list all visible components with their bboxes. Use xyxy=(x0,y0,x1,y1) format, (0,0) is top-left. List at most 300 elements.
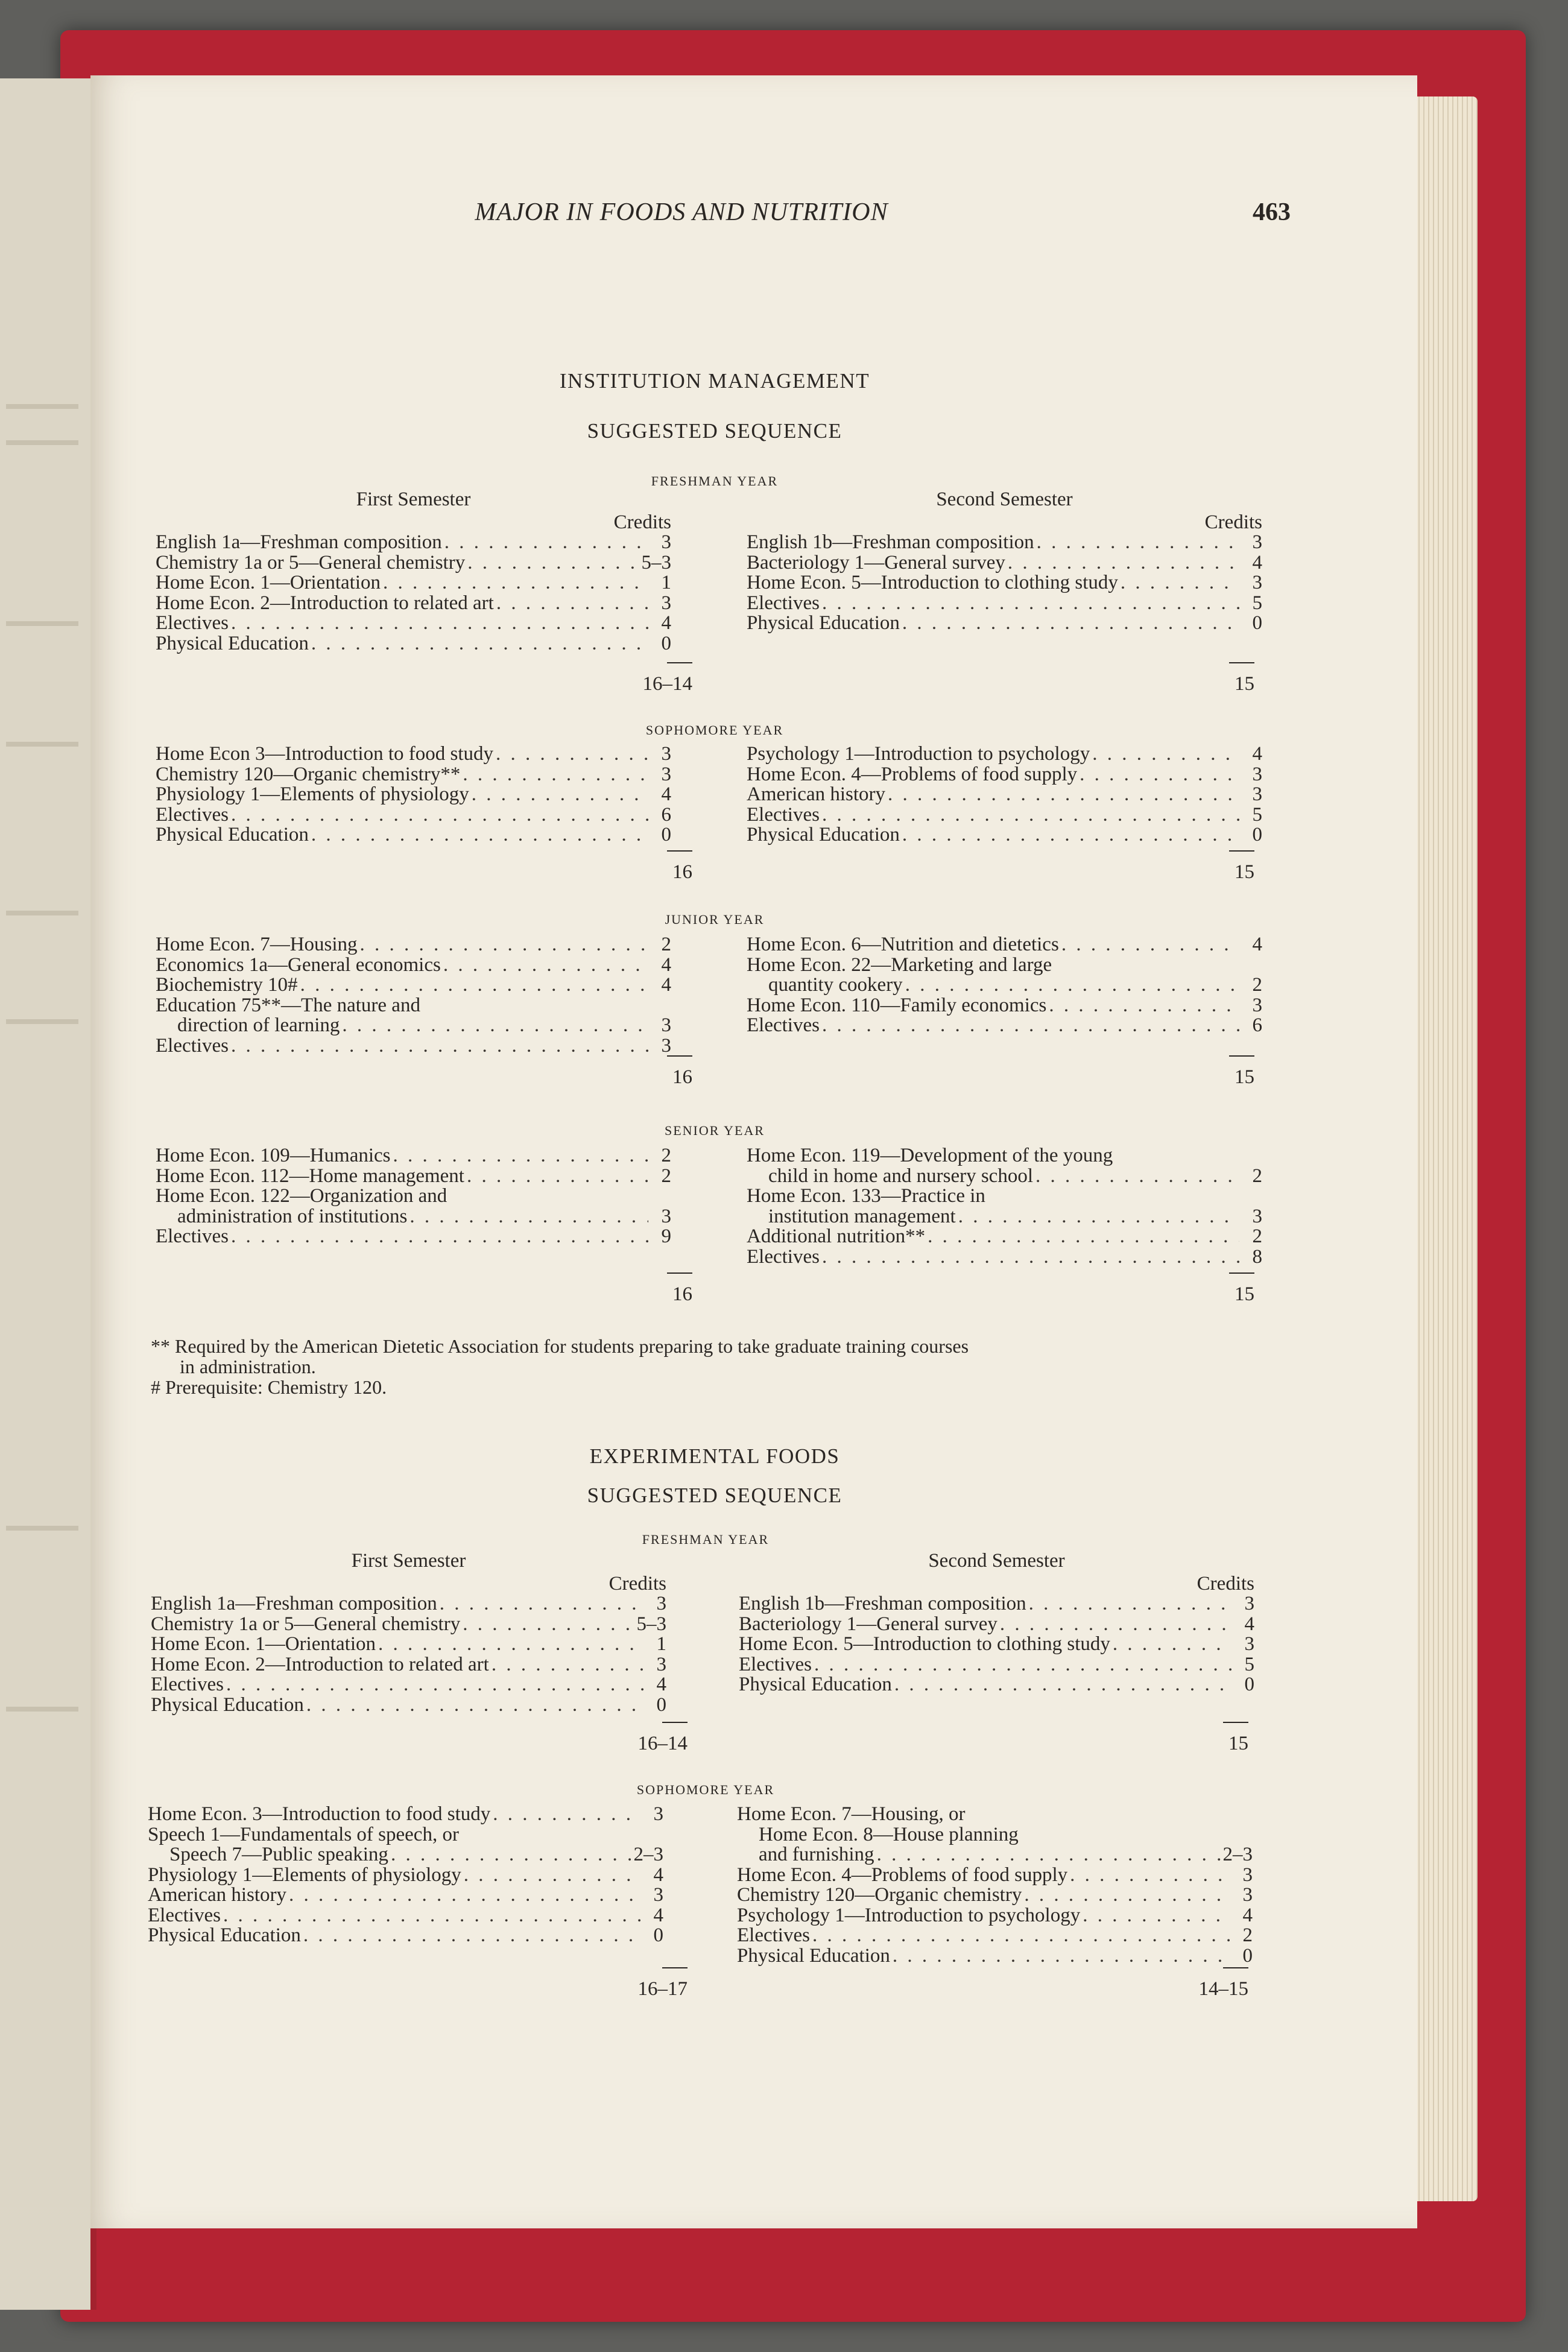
course-row xyxy=(148,1865,663,1886)
course-name: Chemistry 120—Organic chemistry xyxy=(737,1884,1022,1906)
dot-leader xyxy=(467,553,639,574)
dot-leader xyxy=(1080,765,1239,785)
credits-heading: Credits xyxy=(609,1572,666,1595)
dot-leader xyxy=(467,1166,648,1187)
semester-total: 14–15 xyxy=(1146,1967,1248,2000)
facing-page xyxy=(0,78,96,2310)
course-name: Home Econ. 2—Introduction to related art xyxy=(156,592,494,614)
course-row xyxy=(747,805,1262,826)
course-credits: 3 xyxy=(661,1034,671,1057)
dot-leader xyxy=(303,1926,640,1946)
footnote: # Prerequisite: Chemistry 120. xyxy=(151,1376,387,1398)
dot-leader xyxy=(1049,996,1239,1016)
dot-leader xyxy=(391,1845,631,1865)
course-credits: 4 xyxy=(653,1904,663,1926)
course-credits: 0 xyxy=(1252,612,1262,634)
credits-heading: Credits xyxy=(613,511,671,533)
course-credits: 5 xyxy=(1244,1653,1254,1675)
course-credits: 1 xyxy=(656,1633,666,1655)
course-row xyxy=(156,744,671,765)
course-row xyxy=(151,1655,666,1675)
course-row xyxy=(156,1166,671,1187)
running-head: MAJOR IN FOODS AND NUTRITION xyxy=(475,198,888,226)
course-credits: 2 xyxy=(1252,1225,1262,1247)
dot-leader xyxy=(342,1016,648,1036)
course-row xyxy=(148,1926,663,1946)
course-row xyxy=(148,1885,663,1906)
credits-heading: Credits xyxy=(1204,511,1262,533)
semester-total: 16 xyxy=(603,850,692,884)
dot-leader xyxy=(472,785,648,805)
dot-leader xyxy=(223,1906,640,1926)
course-name: Chemistry 1a or 5—General chemistry xyxy=(151,1613,461,1635)
dot-leader xyxy=(231,1036,648,1057)
course-credits: 2 xyxy=(1252,1165,1262,1187)
course-credits: 4 xyxy=(661,974,671,996)
course-row xyxy=(747,553,1262,574)
course-credits: 3 xyxy=(1244,1593,1254,1614)
course-credits: 0 xyxy=(661,824,671,846)
dot-leader xyxy=(409,1207,648,1227)
course-name: Physical Education xyxy=(156,632,309,654)
semester-total: 15 xyxy=(1146,662,1254,695)
course-credits: 9 xyxy=(661,1225,671,1247)
course-credits: 8 xyxy=(1252,1245,1262,1268)
im-freshman-second xyxy=(747,490,1262,634)
course-credits: 4 xyxy=(661,783,671,805)
course-credits: 3 xyxy=(1242,1884,1253,1906)
course-credits: 3 xyxy=(661,1205,671,1227)
course-row xyxy=(156,955,671,976)
course-row xyxy=(151,1614,666,1635)
dot-leader xyxy=(1061,935,1239,955)
course-name: Bacteriology 1—General survey xyxy=(739,1613,997,1635)
course-row xyxy=(739,1675,1254,1695)
dot-leader xyxy=(822,805,1239,826)
dot-leader xyxy=(383,573,648,593)
course-name: English 1a—Freshman composition xyxy=(156,531,442,553)
semester-heading: First Semester xyxy=(351,1550,466,1572)
im-senior-first xyxy=(156,1146,671,1247)
footnote: ** Required by the American Dietetic Association for students preparing to take graduate training courses xyxy=(151,1335,969,1357)
course-row xyxy=(148,1845,663,1865)
dot-leader xyxy=(905,975,1239,996)
course-name: English 1a—Freshman composition xyxy=(151,1593,437,1614)
course-row xyxy=(737,1946,1253,1967)
course-name: Home Econ. 5—Introduction to clothing study xyxy=(747,572,1118,593)
course-row xyxy=(737,1885,1253,1906)
course-row xyxy=(148,1825,663,1845)
course-row xyxy=(156,1016,671,1036)
course-credits: 3 xyxy=(1252,572,1262,593)
course-name: Bacteriology 1—General survey xyxy=(747,551,1005,574)
course-row xyxy=(737,1926,1253,1946)
semester-total: 16–14 xyxy=(517,662,692,695)
course-name: Electives xyxy=(156,803,229,826)
course-name: Education 75**—The nature and xyxy=(156,994,420,1016)
year-label: JUNIOR YEAR xyxy=(665,912,765,927)
course-name: Psychology 1—Introduction to psychology xyxy=(747,743,1090,765)
year-label: FRESHMAN YEAR xyxy=(642,1532,770,1547)
course-row xyxy=(156,634,671,654)
course-name: Home Econ. 110—Family economics xyxy=(747,994,1047,1016)
course-row xyxy=(156,1207,671,1227)
course-row xyxy=(156,1186,671,1207)
course-credits: 4 xyxy=(1252,934,1262,955)
dot-leader xyxy=(444,533,648,553)
year-label: SOPHOMORE YEAR xyxy=(636,1782,775,1797)
course-name: Physiology 1—Elements of physiology xyxy=(148,1864,461,1886)
course-credits: 0 xyxy=(1242,1944,1253,1967)
dot-leader xyxy=(928,1227,1239,1247)
course-row xyxy=(737,1845,1253,1865)
course-row xyxy=(747,955,1262,976)
course-credits: 0 xyxy=(1252,824,1262,846)
dot-leader xyxy=(300,975,648,996)
course-row xyxy=(747,785,1262,805)
dot-leader xyxy=(1037,533,1239,553)
course-credits: 4 xyxy=(653,1864,663,1886)
course-credits: 3 xyxy=(661,531,671,553)
course-credits: 3 xyxy=(653,1803,663,1825)
page-number: 463 xyxy=(1253,198,1291,226)
course-credits: 3 xyxy=(1244,1633,1254,1655)
dot-leader xyxy=(289,1885,640,1906)
course-credits: 1 xyxy=(661,572,671,593)
course-name: Home Econ. 7—Housing xyxy=(156,934,358,955)
dot-leader xyxy=(306,1695,643,1716)
semester-heading: Second Semester xyxy=(928,1550,1065,1572)
semester-total: 15 xyxy=(1164,850,1254,884)
course-credits: 3 xyxy=(661,743,671,765)
dot-leader xyxy=(1035,1166,1239,1187)
im-junior-first xyxy=(156,935,671,1056)
dot-leader xyxy=(440,1594,643,1614)
course-name: institution management xyxy=(768,1205,956,1227)
course-credits: 3 xyxy=(656,1593,666,1614)
dot-leader xyxy=(464,1865,640,1886)
course-row xyxy=(156,1036,671,1057)
dot-leader xyxy=(894,1675,1231,1695)
dot-leader xyxy=(877,1845,1221,1865)
course-name: Physiology 1—Elements of physiology xyxy=(156,783,469,805)
course-row xyxy=(156,975,671,996)
im-freshman-first xyxy=(156,490,671,654)
course-credits: 3 xyxy=(1252,783,1262,805)
semester-total: 16–14 xyxy=(513,1722,688,1755)
course-credits: 2–3 xyxy=(633,1844,663,1865)
course-credits: 3 xyxy=(653,1884,663,1906)
footnotes xyxy=(151,1336,1285,1397)
dot-leader xyxy=(463,1614,634,1635)
dot-leader xyxy=(226,1675,643,1695)
course-row xyxy=(747,613,1262,634)
course-credits: 3 xyxy=(1252,531,1262,553)
course-row xyxy=(747,744,1262,765)
dot-leader xyxy=(1024,1885,1230,1906)
semester-total: 16 xyxy=(603,1272,692,1306)
course-row xyxy=(747,765,1262,785)
course-name: Psychology 1—Introduction to psychology xyxy=(737,1904,1081,1926)
dot-leader xyxy=(496,593,648,614)
course-row xyxy=(737,1804,1253,1825)
course-name: direction of learning xyxy=(177,1014,340,1036)
course-credits: 2 xyxy=(1242,1924,1253,1946)
course-row xyxy=(747,996,1262,1016)
ef-freshman-first xyxy=(151,1551,666,1715)
course-row xyxy=(156,825,671,846)
course-name: Economics 1a—General economics xyxy=(156,953,441,976)
course-name: Physical Education xyxy=(747,612,900,634)
course-row xyxy=(156,573,671,593)
course-name: Home Econ. 1—Orientation xyxy=(156,572,381,593)
course-name: Home Econ. 7—Housing, or xyxy=(737,1803,966,1825)
dot-leader xyxy=(1070,1865,1230,1886)
course-row xyxy=(737,1825,1253,1845)
course-row xyxy=(739,1614,1254,1635)
course-row xyxy=(156,935,671,955)
course-name: Electives xyxy=(747,803,820,826)
course-row xyxy=(148,1804,663,1825)
course-row xyxy=(151,1594,666,1614)
course-credits: 2 xyxy=(661,1145,671,1166)
course-name: Home Econ. 4—Problems of food supply xyxy=(747,763,1078,785)
course-name: Home Econ. 133—Practice in xyxy=(747,1185,985,1207)
course-name: Home Econ. 3—Introduction to food study xyxy=(148,1803,491,1825)
course-row xyxy=(156,593,671,614)
course-credits: 5 xyxy=(1252,803,1262,826)
course-row xyxy=(151,1695,666,1716)
course-credits: 3 xyxy=(661,1014,671,1036)
dot-leader xyxy=(814,1655,1231,1675)
dot-leader xyxy=(493,1804,640,1825)
dot-leader xyxy=(1121,573,1239,593)
course-row xyxy=(156,805,671,826)
course-row xyxy=(156,1227,671,1247)
dot-leader xyxy=(311,825,648,846)
course-row xyxy=(151,1634,666,1655)
dot-leader xyxy=(231,613,648,634)
ef-freshman-second xyxy=(739,1551,1254,1695)
course-name: Physical Education xyxy=(737,1944,890,1967)
course-name: English 1b—Freshman composition xyxy=(747,531,1034,553)
course-name: English 1b—Freshman composition xyxy=(739,1593,1026,1614)
course-name: Chemistry 120—Organic chemistry** xyxy=(156,763,461,785)
course-name: Physical Education xyxy=(747,824,900,846)
im-senior-second xyxy=(747,1146,1262,1267)
course-row xyxy=(747,825,1262,846)
course-credits: 3 xyxy=(1252,994,1262,1016)
year-label: SENIOR YEAR xyxy=(664,1123,765,1138)
course-credits: 4 xyxy=(1252,551,1262,574)
course-credits: 3 xyxy=(661,592,671,614)
course-name: Home Econ 3—Introduction to food study xyxy=(156,743,494,765)
course-row xyxy=(739,1655,1254,1675)
dot-leader xyxy=(822,1016,1239,1036)
course-name: Biochemistry 10# xyxy=(156,974,298,996)
course-name: Electives xyxy=(148,1904,221,1926)
course-credits: 4 xyxy=(1252,743,1262,765)
course-credits: 4 xyxy=(1242,1904,1253,1926)
course-name: Physical Education xyxy=(739,1674,892,1695)
semester-total: 16–17 xyxy=(513,1967,688,2000)
dot-leader xyxy=(360,935,648,955)
course-name: Home Econ. 8—House planning xyxy=(759,1823,1019,1845)
dot-leader xyxy=(231,805,648,826)
dot-leader xyxy=(1000,1614,1231,1635)
semester-total: 15 xyxy=(1164,1055,1254,1089)
course-name: Home Econ. 22—Marketing and large xyxy=(747,953,1052,976)
semester-total: 15 xyxy=(1146,1722,1248,1755)
year-label: SOPHOMORE YEAR xyxy=(645,722,784,738)
course-name: Speech 1—Fundamentals of speech, or xyxy=(148,1823,459,1845)
semester-heading: Second Semester xyxy=(936,488,1073,510)
dot-leader xyxy=(231,1227,648,1247)
dot-leader xyxy=(378,1634,643,1655)
course-name: Speech 7—Public speaking xyxy=(169,1844,388,1865)
dot-leader xyxy=(492,1655,643,1675)
course-row xyxy=(747,1247,1262,1268)
course-row xyxy=(739,1594,1254,1614)
course-row xyxy=(747,1207,1262,1227)
course-credits: 2 xyxy=(661,934,671,955)
section-subtitle: SUGGESTED SEQUENCE xyxy=(587,419,842,443)
course-row xyxy=(747,975,1262,996)
course-name: Physical Education xyxy=(148,1924,301,1946)
course-name: Electives xyxy=(156,1225,229,1247)
course-credits: 5–3 xyxy=(641,551,671,574)
course-name: Chemistry 1a or 5—General chemistry xyxy=(156,551,466,574)
course-name: Electives xyxy=(747,1245,820,1268)
course-credits: 0 xyxy=(1244,1674,1254,1695)
dot-leader xyxy=(888,785,1239,805)
course-name: quantity cookery xyxy=(768,974,903,996)
dot-leader xyxy=(1029,1594,1231,1614)
im-sophomore-first xyxy=(156,744,671,846)
course-row xyxy=(747,935,1262,955)
course-name: and furnishing xyxy=(759,1844,874,1865)
course-row xyxy=(156,553,671,574)
course-credits: 5 xyxy=(1252,592,1262,614)
course-name: Physical Education xyxy=(151,1693,304,1716)
footnote-continued: in administration. xyxy=(180,1356,316,1377)
course-credits: 5–3 xyxy=(636,1613,666,1635)
im-junior-second xyxy=(747,935,1262,1036)
dot-leader xyxy=(893,1946,1230,1967)
course-name: American history xyxy=(148,1884,287,1906)
course-name: Electives xyxy=(747,592,820,614)
course-row xyxy=(739,1634,1254,1655)
course-row xyxy=(148,1906,663,1926)
course-credits: 4 xyxy=(661,612,671,634)
semester-heading: First Semester xyxy=(356,488,471,510)
course-name: Home Econ. 4—Problems of food supply xyxy=(737,1864,1068,1886)
course-credits: 0 xyxy=(653,1924,663,1946)
course-row xyxy=(747,533,1262,553)
course-row xyxy=(151,1675,666,1695)
section-subtitle: SUGGESTED SEQUENCE xyxy=(587,1484,842,1507)
course-row xyxy=(156,785,671,805)
dot-leader xyxy=(822,593,1239,614)
section-title: EXPERIMENTAL FOODS xyxy=(589,1444,840,1468)
course-name: Home Econ. 112—Home management xyxy=(156,1165,464,1187)
course-row xyxy=(747,573,1262,593)
semester-total: 15 xyxy=(1164,1272,1254,1306)
dot-leader xyxy=(496,744,648,765)
year-label: FRESHMAN YEAR xyxy=(651,473,779,488)
course-name: Home Econ. 2—Introduction to related art xyxy=(151,1653,489,1675)
course-name: Additional nutrition** xyxy=(747,1225,926,1247)
course-credits: 0 xyxy=(661,632,671,654)
course-row xyxy=(156,996,671,1016)
course-row xyxy=(747,1186,1262,1207)
im-sophomore-second xyxy=(747,744,1262,846)
dot-leader xyxy=(902,613,1239,634)
course-row xyxy=(156,1146,671,1166)
course-credits: 4 xyxy=(661,953,671,976)
course-credits: 3 xyxy=(1242,1864,1253,1886)
course-name: Physical Education xyxy=(156,824,309,846)
course-credits: 3 xyxy=(1252,763,1262,785)
dot-leader xyxy=(1008,553,1239,574)
course-credits: 4 xyxy=(656,1674,666,1695)
course-name: Home Econ. 5—Introduction to clothing study xyxy=(739,1633,1110,1655)
section-title: INSTITUTION MANAGEMENT xyxy=(559,369,870,393)
course-row xyxy=(156,613,671,634)
course-name: Electives xyxy=(156,612,229,634)
course-row xyxy=(747,1146,1262,1166)
course-row xyxy=(747,1166,1262,1187)
course-name: Electives xyxy=(156,1034,229,1057)
course-row xyxy=(747,593,1262,614)
course-credits: 2–3 xyxy=(1222,1844,1253,1865)
dot-leader xyxy=(902,825,1239,846)
course-row xyxy=(747,1227,1262,1247)
credits-heading: Credits xyxy=(1197,1572,1254,1595)
dot-leader xyxy=(1092,744,1239,765)
course-name: Electives xyxy=(737,1924,810,1946)
dot-leader xyxy=(822,1247,1239,1268)
course-row xyxy=(156,533,671,553)
course-name: Home Econ. 119—Development of the young xyxy=(747,1145,1113,1166)
course-credits: 2 xyxy=(661,1165,671,1187)
ef-sophomore-first xyxy=(148,1804,663,1946)
course-credits: 3 xyxy=(661,763,671,785)
dot-leader xyxy=(1083,1906,1230,1926)
dot-leader xyxy=(311,634,648,654)
dot-leader xyxy=(958,1207,1239,1227)
course-name: Electives xyxy=(739,1653,812,1675)
course-credits: 2 xyxy=(1252,974,1262,996)
course-name: Electives xyxy=(747,1014,820,1036)
course-row xyxy=(737,1865,1253,1886)
course-credits: 3 xyxy=(656,1653,666,1675)
course-row xyxy=(156,765,671,785)
course-row xyxy=(737,1906,1253,1926)
dot-leader xyxy=(463,765,648,785)
course-name: administration of institutions xyxy=(177,1205,408,1227)
course-name: Home Econ. 6—Nutrition and dietetics xyxy=(747,934,1059,955)
course-name: Home Econ. 122—Organization and xyxy=(156,1185,447,1207)
course-name: Electives xyxy=(151,1674,224,1695)
dot-leader xyxy=(393,1146,648,1166)
dot-leader xyxy=(1113,1634,1231,1655)
dot-leader xyxy=(443,955,648,976)
course-name: child in home and nursery school xyxy=(768,1165,1033,1187)
course-name: American history xyxy=(747,783,886,805)
course-credits: 4 xyxy=(1244,1613,1254,1635)
course-credits: 3 xyxy=(1252,1205,1262,1227)
